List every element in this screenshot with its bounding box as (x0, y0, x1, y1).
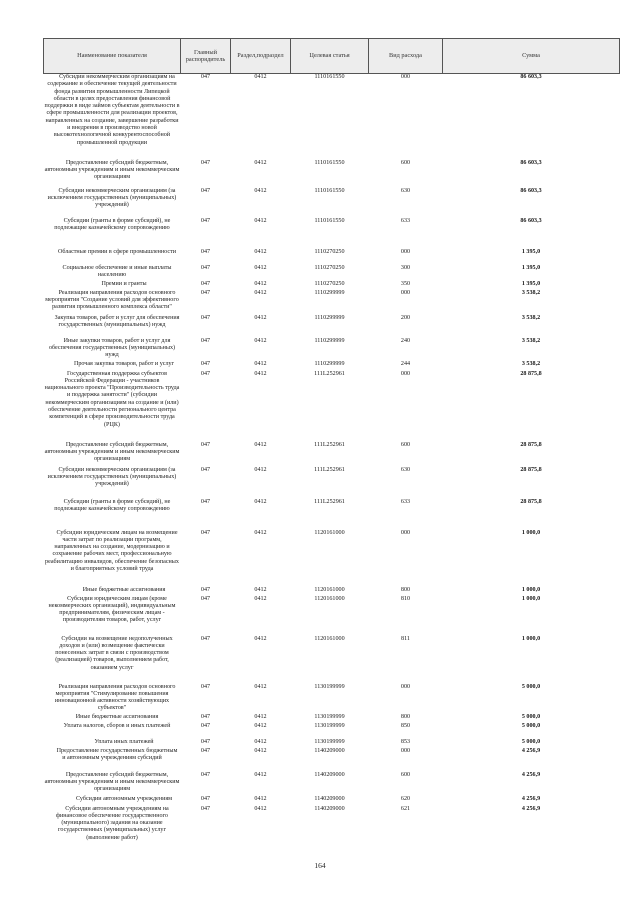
row-name-text: Реализация направления расходов основного мероприятия "Стимулирование повышения инновационной активности хозяйствующих субъектов" (54, 683, 176, 712)
row-name-text: Уплата налогов, сборов и иных платежей (63, 722, 171, 729)
row-name-text: Субсидии автономным учреждениям (76, 795, 172, 802)
row-sum: 4 256,9 (521, 747, 541, 754)
row-exp-type: 620 (400, 795, 411, 802)
row-section: 0412 (254, 289, 267, 296)
table-row (44, 772, 620, 796)
row-exp-type: 000 (400, 248, 411, 255)
row-sum: 4 256,9 (521, 795, 541, 802)
row-name (44, 371, 181, 442)
row-section: 0412 (254, 466, 267, 473)
row-admin: 047 (200, 264, 211, 271)
row-name-text: Субсидии на возмещение недополученных доходов и (или) возмещение фактически понесенных затрат в связи с производством (реализацией) товаров, выполнением работ, оказанием услуг (55, 635, 173, 671)
row-exp-type: 000 (400, 370, 411, 377)
row-name-text: Предоставление государственных бюджетным и автономным учреждениям субсидий (56, 747, 178, 761)
row-target: 1110270250 (314, 264, 345, 271)
row-name-text: Предоставление субсидий бюджетным, автономным учреждениям и иным некоммерческим организациям (44, 771, 180, 793)
row-sum: 1 000,0 (521, 595, 541, 602)
row-admin: 047 (200, 529, 211, 536)
row-exp-type: 600 (400, 771, 411, 778)
row-name-text: Закупка товаров, работ и услуг для обеспечения государственных (муниципальных) нужд (54, 314, 180, 328)
row-target: 1130199999 (314, 738, 345, 745)
row-name (44, 636, 181, 684)
row-admin: 047 (200, 187, 211, 194)
row-sum: 1 000,0 (521, 635, 541, 642)
row-sum: 5 000,0 (521, 722, 541, 729)
table-row (44, 442, 620, 467)
row-section: 0412 (254, 360, 267, 367)
row-admin: 047 (200, 795, 211, 802)
row-admin: 047 (200, 722, 211, 729)
table-row (44, 748, 620, 772)
row-exp-type: 621 (400, 805, 411, 812)
row-section: 0412 (254, 683, 267, 690)
table-row (44, 281, 620, 290)
row-target: 111L252961 (314, 370, 345, 377)
row-section: 0412 (254, 529, 267, 536)
table-row (44, 587, 620, 596)
row-name-text: Субсидии юридическим лицам на возмещение части затрат по реализации программ, направленных на создание, модернизацию и сохранение рабочих мест, профессиональную реабилитацию инвалидов, обеспечение безопасных и благоприятных условий труда (45, 529, 179, 572)
row-name-text: Реализация направления расходов основного мероприятия "Создание условий для эффективного развития промышленного комплекса области" (45, 289, 179, 311)
row-name (44, 315, 181, 338)
row-section: 0412 (254, 747, 267, 754)
row-target: 1120161000 (314, 529, 345, 536)
row-exp-type: 000 (400, 74, 411, 80)
row-section: 0412 (254, 498, 267, 505)
row-admin: 047 (200, 738, 211, 745)
row-name (44, 467, 181, 499)
header-target: Целевая статья (291, 39, 369, 74)
row-name (44, 714, 181, 723)
row-exp-type: 244 (400, 360, 411, 367)
row-exp-type: 600 (400, 159, 411, 166)
row-exp-type: 850 (400, 722, 411, 729)
header-sum: Сумма (443, 39, 620, 74)
row-sum: 28 875,8 (520, 441, 542, 448)
row-admin: 047 (200, 248, 211, 255)
table-row (44, 636, 620, 684)
row-name-text: Предоставление субсидий бюджетным, автономным учреждениям и иным некоммерческим организациям (44, 159, 180, 181)
row-admin: 047 (200, 370, 211, 377)
row-admin: 047 (200, 466, 211, 473)
row-admin: 047 (200, 217, 211, 224)
row-name-text: Субсидии некоммерческим организациям (за исключением государственных (муниципальных) учреждений) (47, 466, 177, 488)
row-section: 0412 (254, 635, 267, 642)
row-exp-type: 811 (401, 635, 410, 642)
row-sum: 3 538,2 (521, 289, 541, 296)
row-target: 1130199999 (314, 683, 345, 690)
row-admin: 047 (200, 713, 211, 720)
table-row (44, 74, 620, 160)
row-target: 1120161000 (314, 586, 345, 593)
row-target: 1110299999 (314, 314, 345, 321)
row-name (44, 338, 181, 361)
row-sum: 1 395,0 (521, 280, 541, 287)
row-sum: 86 603,3 (520, 74, 542, 80)
row-admin: 047 (200, 771, 211, 778)
row-section: 0412 (254, 586, 267, 593)
row-name (44, 596, 181, 636)
row-name (44, 748, 181, 772)
row-exp-type: 633 (400, 498, 411, 505)
row-sum: 5 000,0 (521, 683, 541, 690)
row-admin: 047 (200, 74, 211, 80)
row-name-text: Государственная поддержка субъектов Российской Федерации - участников национального проекта "Производительность труда и поддержка занятости" (субсидии некоммерческим организациям на создание и (или) обеспечение деятельности регионального центра компетенций в сфере производительности труда (РЦК) (44, 370, 180, 428)
row-exp-type: 633 (400, 217, 411, 224)
row-name (44, 772, 181, 796)
row-exp-type: 000 (400, 683, 411, 690)
row-name (44, 806, 181, 852)
row-target: 1130199999 (314, 722, 345, 729)
row-name (44, 160, 181, 188)
row-sum: 3 538,2 (521, 360, 541, 367)
row-section: 0412 (254, 441, 267, 448)
table-row (44, 338, 620, 361)
row-name (44, 796, 181, 806)
row-sum: 3 538,2 (521, 337, 541, 344)
row-exp-type: 800 (400, 713, 411, 720)
row-sum: 86 603,3 (520, 159, 542, 166)
row-section: 0412 (254, 722, 267, 729)
row-target: 111L252961 (314, 466, 345, 473)
table-header-row (44, 39, 620, 74)
table-row (44, 739, 620, 748)
row-section: 0412 (254, 264, 267, 271)
header-admin: Главный распорядитель (181, 39, 231, 74)
row-name-text: Областные премии в сфере промышленности (57, 248, 177, 255)
row-name (44, 739, 181, 748)
row-admin: 047 (200, 314, 211, 321)
row-section: 0412 (254, 595, 267, 602)
row-name-text: Субсидии (гранты в форме субсидий), не подлежащие казначейскому сопровождению (54, 498, 171, 512)
row-name (44, 499, 181, 530)
table-row (44, 499, 620, 530)
row-target: 1110299999 (314, 360, 345, 367)
row-target: 111L252961 (314, 498, 345, 505)
row-exp-type: 350 (400, 280, 411, 287)
row-admin: 047 (200, 683, 211, 690)
row-name-text: Премии и гранты (101, 280, 147, 287)
row-name (44, 218, 181, 249)
row-name-text: Субсидии некоммерческим организациям (за исключением государственных (муниципальных) учреждений) (47, 187, 177, 209)
row-name-text: Иные бюджетные ассигнования (75, 713, 159, 720)
row-target: 1140209000 (314, 805, 345, 812)
row-section: 0412 (254, 74, 267, 80)
row-section: 0412 (254, 159, 267, 166)
row-target: 1110161550 (314, 74, 345, 80)
row-name-text: Субсидии некоммерческим организациям на содержание и обеспечение текущей деятельности фонда развития промышленности Липецкой области в целях предоставления финансовой поддержки в виде займов субъектам деятельности в сфере промышленности для реализации проектов, направленных на создание, завершение разработки и внедрения в производство новой высокотехнологичной конкурентоспособной промышленной продукции (44, 74, 180, 146)
table-row (44, 290, 620, 315)
row-target: 1110270250 (314, 280, 345, 287)
row-target: 1140209000 (314, 771, 345, 778)
row-exp-type: 600 (400, 441, 411, 448)
row-name (44, 74, 181, 160)
row-exp-type: 810 (400, 595, 411, 602)
row-section: 0412 (254, 771, 267, 778)
row-name (44, 188, 181, 218)
row-name-text: Субсидии автономным учреждениям на финансовое обеспечение государственного (муниципального) задания на оказание государственных (муниципальных) услуг (выполнение работ) (56, 805, 169, 841)
row-name (44, 361, 181, 371)
row-admin: 047 (200, 635, 211, 642)
row-admin: 047 (200, 586, 211, 593)
row-name-text: Субсидии юридическим лицам (кроме некоммерческих организаций), индивидуальным предпринимателям, физическим лицам - производителям товаров, работ, услуг (48, 595, 176, 624)
row-name-text: Прочая закупка товаров, работ и услуг (73, 360, 175, 367)
row-name-text: Иные бюджетные ассигнования (82, 586, 166, 593)
row-section: 0412 (254, 314, 267, 321)
row-exp-type: 630 (400, 466, 411, 473)
row-section: 0412 (254, 805, 267, 812)
row-exp-type: 300 (400, 264, 411, 271)
row-admin: 047 (200, 289, 211, 296)
row-name (44, 723, 181, 739)
row-name (44, 265, 181, 281)
table-row (44, 188, 620, 218)
row-name (44, 587, 181, 596)
row-name-text: Уплата иных платежей (94, 738, 154, 745)
row-section: 0412 (254, 370, 267, 377)
table-row (44, 315, 620, 338)
row-sum: 28 875,8 (520, 498, 542, 505)
table-row (44, 160, 620, 188)
row-name-text: Социальное обеспечение и иные выплаты населению (62, 264, 172, 278)
row-name (44, 290, 181, 315)
row-target: 111L252961 (314, 441, 345, 448)
row-admin: 047 (200, 805, 211, 812)
row-section: 0412 (254, 713, 267, 720)
row-target: 1110270250 (314, 248, 345, 255)
row-target: 1110299999 (314, 337, 345, 344)
row-sum: 4 256,9 (521, 805, 541, 812)
header-exp-type: Вид расхода (369, 39, 443, 74)
table-body (44, 74, 620, 852)
row-section: 0412 (254, 280, 267, 287)
row-admin: 047 (200, 159, 211, 166)
row-sum: 1 000,0 (521, 529, 541, 536)
row-exp-type: 630 (400, 187, 411, 194)
table-row (44, 218, 620, 249)
row-name (44, 249, 181, 265)
table-row (44, 249, 620, 265)
row-section: 0412 (254, 795, 267, 802)
row-admin: 047 (200, 337, 211, 344)
table-row (44, 467, 620, 499)
row-admin: 047 (200, 747, 211, 754)
table-row (44, 723, 620, 739)
row-exp-type: 000 (400, 289, 411, 296)
row-sum: 1 000,0 (521, 586, 541, 593)
row-section: 0412 (254, 337, 267, 344)
table-row (44, 684, 620, 714)
row-target: 1110161550 (314, 187, 345, 194)
row-name (44, 442, 181, 467)
row-target: 1110161550 (314, 159, 345, 166)
row-name-text: Предоставление субсидий бюджетным, автономным учреждениям и иным некоммерческим организациям (44, 441, 180, 463)
row-target: 1110299999 (314, 289, 345, 296)
row-name (44, 281, 181, 290)
row-sum: 4 256,9 (521, 771, 541, 778)
row-target: 1130199999 (314, 713, 345, 720)
row-sum: 3 538,2 (521, 314, 541, 321)
row-exp-type: 000 (400, 529, 411, 536)
row-sum: 86 603,3 (520, 187, 542, 194)
row-sum: 1 395,0 (521, 248, 541, 255)
row-name (44, 530, 181, 587)
table-row (44, 596, 620, 636)
row-name-text: Иные закупки товаров, работ и услуг для обеспечения государственных (муниципальных) нужд (48, 337, 176, 359)
row-exp-type: 200 (400, 314, 411, 321)
row-section: 0412 (254, 217, 267, 224)
row-sum: 5 000,0 (521, 738, 541, 745)
row-section: 0412 (254, 248, 267, 255)
table-row (44, 265, 620, 281)
row-name-text: Субсидии (гранты в форме субсидий), не подлежащие казначейскому сопровождению (54, 217, 171, 231)
row-admin: 047 (200, 441, 211, 448)
table-row (44, 530, 620, 587)
row-sum: 1 395,0 (521, 264, 541, 271)
row-target: 1110161550 (314, 217, 345, 224)
row-section: 0412 (254, 187, 267, 194)
row-admin: 047 (200, 280, 211, 287)
table-row (44, 714, 620, 723)
row-name (44, 684, 181, 714)
row-exp-type: 000 (400, 747, 411, 754)
table-row (44, 796, 620, 806)
budget-table (43, 38, 620, 852)
row-sum: 28 875,8 (520, 466, 542, 473)
header-section: Раздел,подраздел (231, 39, 291, 74)
page-number: 164 (314, 861, 326, 870)
row-section: 0412 (254, 738, 267, 745)
row-sum: 5 000,0 (521, 713, 541, 720)
table-row (44, 371, 620, 442)
row-sum: 28 875,8 (520, 370, 542, 377)
row-exp-type: 240 (400, 337, 411, 344)
row-admin: 047 (200, 360, 211, 367)
row-sum: 86 603,3 (520, 217, 542, 224)
row-admin: 047 (200, 498, 211, 505)
table-row (44, 361, 620, 371)
row-admin: 047 (200, 595, 211, 602)
row-target: 1140209000 (314, 747, 345, 754)
row-exp-type: 800 (400, 586, 411, 593)
row-target: 1120161000 (314, 635, 345, 642)
row-target: 1140209000 (314, 795, 345, 802)
row-target: 1120161000 (314, 595, 345, 602)
header-name: Наименование показателя (44, 39, 181, 74)
table-row (44, 806, 620, 852)
row-exp-type: 853 (400, 738, 411, 745)
